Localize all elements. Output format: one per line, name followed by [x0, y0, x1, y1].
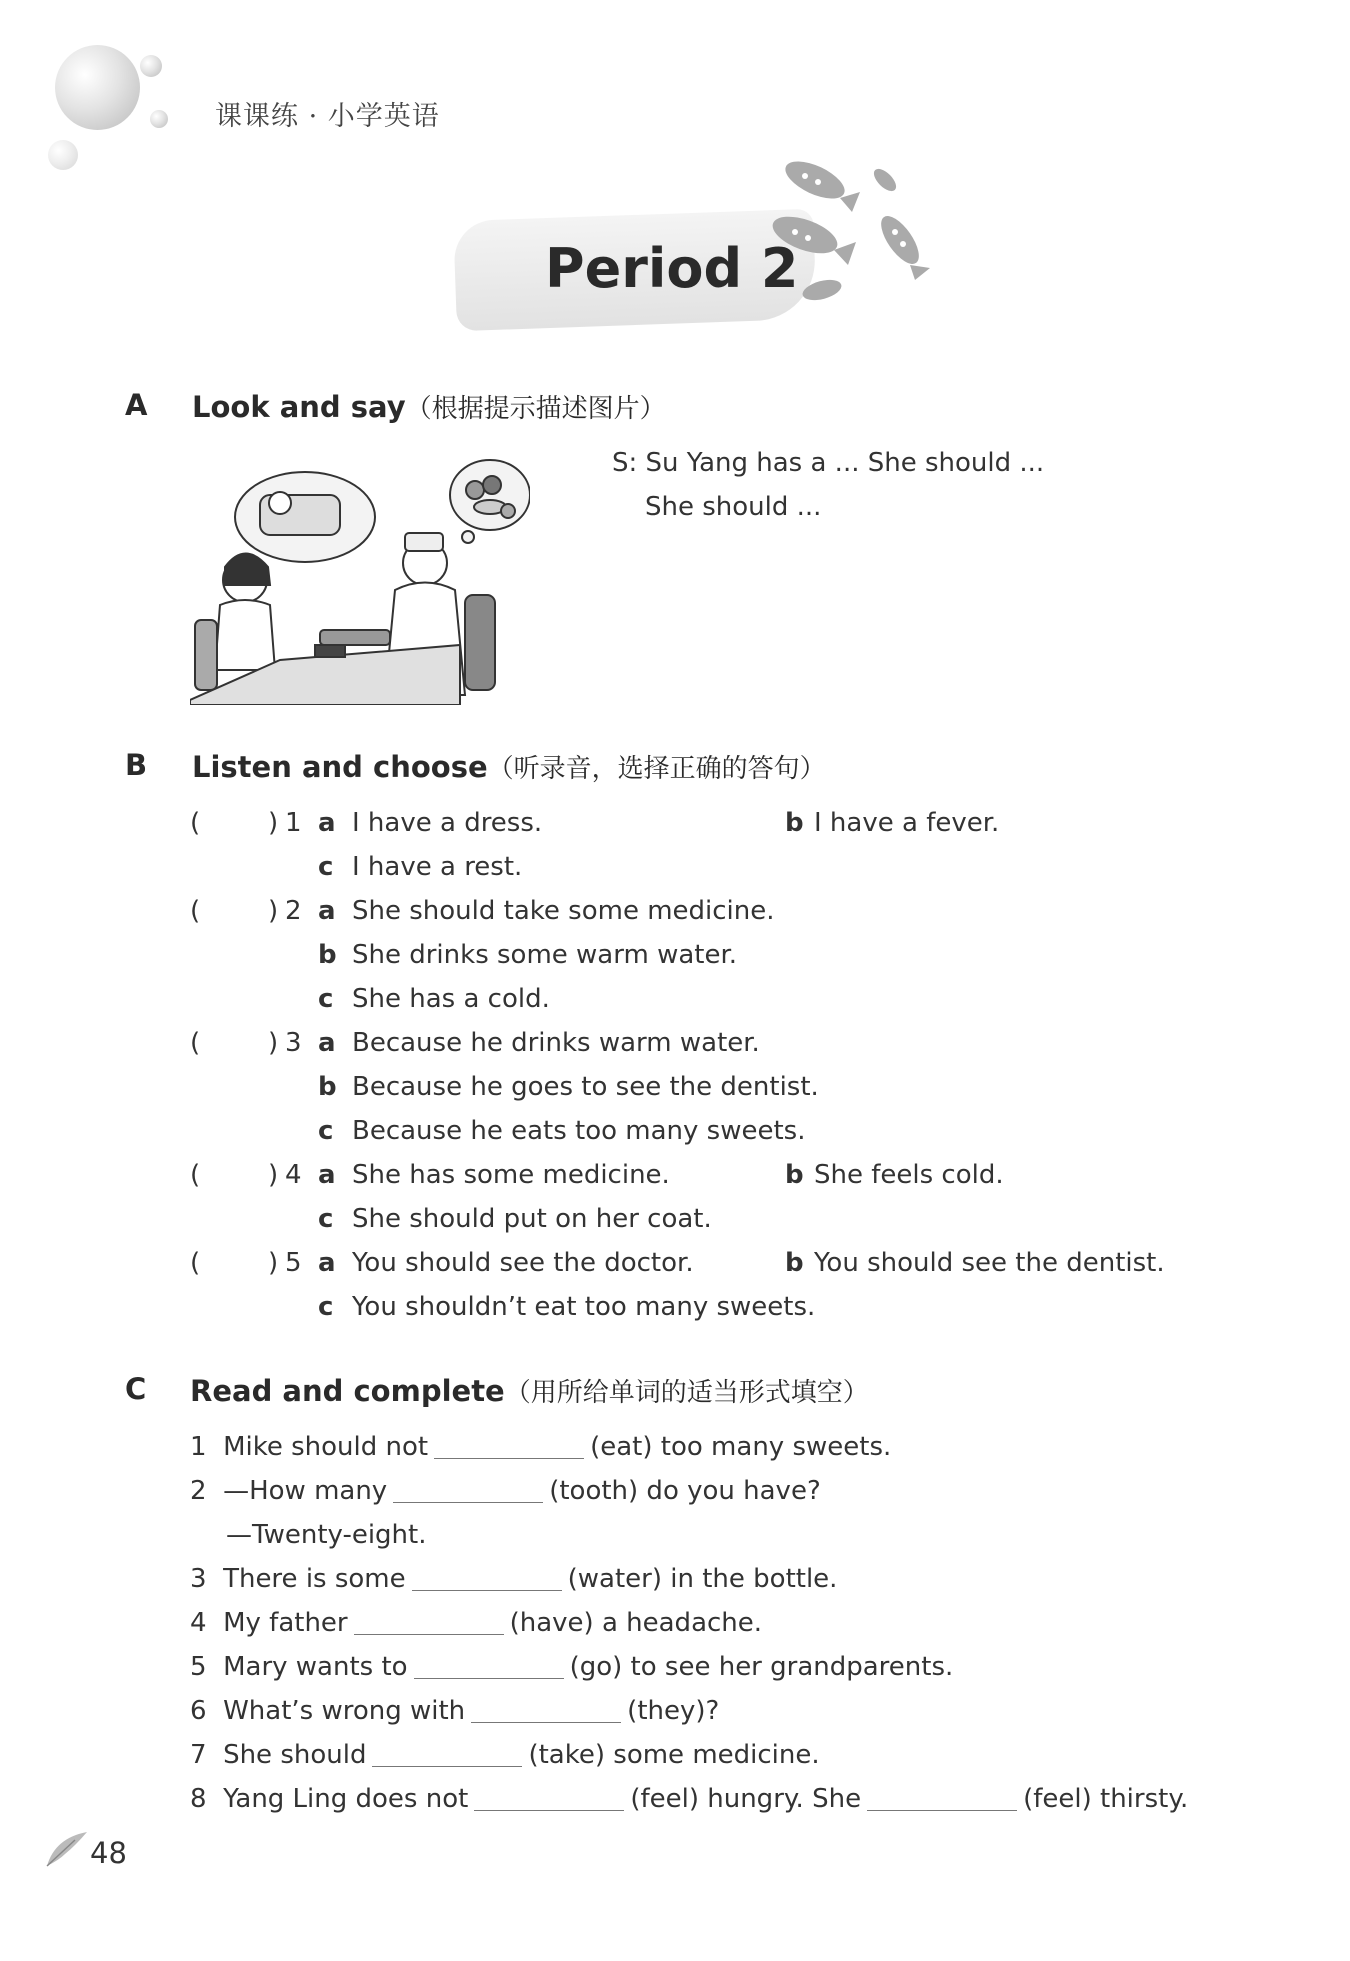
section-a-prompt-line-1: S: Su Yang has a ... She should ...: [612, 448, 1045, 478]
answer-bracket-close: ): [268, 1248, 279, 1278]
option-text: I have a dress.: [352, 808, 543, 838]
option-text: I have a fever.: [814, 808, 1000, 838]
answer-bracket-close: ): [268, 1028, 279, 1058]
option-label: c: [318, 1116, 334, 1146]
option-text: She should take some medicine.: [352, 896, 775, 926]
item-text: (water) in the bottle.: [567, 1564, 838, 1594]
answer-bracket-close: ): [268, 896, 279, 926]
fish-decoration: [760, 150, 940, 320]
option-text: I have a rest.: [352, 852, 523, 882]
option-text: She has some medicine.: [352, 1160, 670, 1190]
item-text: —How many: [223, 1476, 388, 1506]
option-text: She should put on her coat.: [352, 1204, 712, 1234]
section-a-instruction: （根据提示描述图片）: [405, 394, 666, 424]
item-text: Mike should not: [223, 1432, 429, 1462]
option-text: You shouldn’t eat too many sweets.: [352, 1292, 816, 1322]
item-text: (feel) hungry. She: [630, 1784, 862, 1814]
option-label: c: [318, 984, 334, 1014]
item-number: 4: [190, 1608, 207, 1638]
section-c-instruction: （用所给单词的适当形式填空）: [504, 1378, 869, 1408]
item-number: 5: [190, 1652, 207, 1682]
section-b-heading: [192, 748, 826, 785]
book-header: 课课练 · 小学英语: [215, 101, 440, 132]
option-label: a: [318, 1160, 336, 1190]
question-number: 2: [285, 896, 302, 926]
item-number: 3: [190, 1564, 207, 1594]
option-label: c: [318, 1204, 334, 1234]
section-a-letter: A: [125, 388, 148, 422]
answer-blank[interactable]: [372, 1740, 522, 1767]
answer-blank[interactable]: [474, 1784, 624, 1811]
answer-bracket-close: ): [268, 808, 279, 838]
option-label: c: [318, 1292, 334, 1322]
answer-blank[interactable]: [434, 1432, 584, 1459]
option-text: You should see the dentist.: [814, 1248, 1165, 1278]
answer-blank[interactable]: [867, 1784, 1017, 1811]
answer-bracket-open: (: [190, 896, 201, 926]
section-a-heading: [192, 388, 666, 425]
option-text: Because he goes to see the dentist.: [352, 1072, 819, 1102]
fill-item-3: [190, 1564, 837, 1594]
option-label: b: [785, 1160, 804, 1190]
option-label: b: [785, 1248, 804, 1278]
section-b-title: Listen and choose: [192, 750, 488, 784]
section-a-title: Look and say: [192, 390, 406, 424]
bubble-decoration-small: [140, 55, 162, 77]
page-number: 48: [90, 1836, 127, 1870]
doctor-visit-illustration: [190, 455, 530, 705]
section-c-letter: C: [125, 1372, 147, 1406]
question-number: 3: [285, 1028, 302, 1058]
answer-blank[interactable]: [393, 1476, 543, 1503]
option-text: You should see the doctor.: [352, 1248, 694, 1278]
section-b-instruction: （听录音，选择正确的答句）: [487, 754, 826, 784]
section-c-title: Read and complete: [190, 1374, 505, 1408]
item-text: (feel) thirsty.: [1023, 1784, 1189, 1814]
answer-blank[interactable]: [471, 1696, 621, 1723]
option-label: c: [318, 852, 334, 882]
fish-icon: [768, 154, 930, 304]
option-label: b: [785, 808, 804, 838]
feather-icon: [45, 1828, 89, 1868]
item-text: (tooth) do you have?: [549, 1476, 821, 1506]
fill-item-6: [190, 1696, 719, 1726]
answer-bracket-open: (: [190, 1248, 201, 1278]
option-label: a: [318, 808, 336, 838]
answer-bracket-open: (: [190, 1028, 201, 1058]
item-number: 7: [190, 1740, 207, 1770]
section-a-prompt-line-2: She should ...: [645, 492, 822, 522]
item-text: (take) some medicine.: [528, 1740, 820, 1770]
question-number: 1: [285, 808, 302, 838]
bubble-decoration-large: [55, 45, 140, 130]
fill-item-4: [190, 1608, 762, 1638]
item-text: Yang Ling does not: [223, 1784, 469, 1814]
option-text: Because he drinks warm water.: [352, 1028, 760, 1058]
option-text: She has a cold.: [352, 984, 550, 1014]
page-title: Period 2: [545, 237, 799, 300]
fill-item-2: [190, 1476, 821, 1506]
answer-blank[interactable]: [412, 1564, 562, 1591]
section-b-letter: B: [125, 748, 148, 782]
option-label: a: [318, 896, 336, 926]
option-label: a: [318, 1248, 336, 1278]
item-text: (they)?: [627, 1696, 720, 1726]
item-number: 6: [190, 1696, 207, 1726]
fill-item-2-reply: —Twenty-eight.: [226, 1520, 427, 1550]
answer-bracket-open: (: [190, 1160, 201, 1190]
question-number: 5: [285, 1248, 302, 1278]
question-number: 4: [285, 1160, 302, 1190]
answer-blank[interactable]: [354, 1608, 504, 1635]
option-text: She drinks some warm water.: [352, 940, 738, 970]
item-text: What’s wrong with: [223, 1696, 466, 1726]
item-text: There is some: [223, 1564, 406, 1594]
bubble-decoration-small: [150, 110, 168, 128]
answer-bracket-open: (: [190, 808, 201, 838]
item-text: She should: [223, 1740, 367, 1770]
option-text: Because he eats too many sweets.: [352, 1116, 806, 1146]
item-text: My father: [223, 1608, 348, 1638]
fill-item-1: [190, 1432, 891, 1462]
answer-bracket-close: ): [268, 1160, 279, 1190]
option-label: b: [318, 1072, 337, 1102]
item-text: (have) a headache.: [509, 1608, 763, 1638]
bubble-decoration-small: [48, 140, 78, 170]
fill-item-8: [190, 1784, 1188, 1814]
fill-item-7: [190, 1740, 820, 1770]
item-number: 8: [190, 1784, 207, 1814]
answer-blank[interactable]: [414, 1652, 564, 1679]
item-number: 1: [190, 1432, 207, 1462]
item-number: 2: [190, 1476, 207, 1506]
option-text: She feels cold.: [814, 1160, 1004, 1190]
section-c-heading: [190, 1372, 869, 1409]
option-label: b: [318, 940, 337, 970]
item-text: (go) to see her grandparents.: [569, 1652, 954, 1682]
item-text: Mary wants to: [223, 1652, 408, 1682]
fill-item-5: [190, 1652, 953, 1682]
option-label: a: [318, 1028, 336, 1058]
item-text: (eat) too many sweets.: [590, 1432, 892, 1462]
